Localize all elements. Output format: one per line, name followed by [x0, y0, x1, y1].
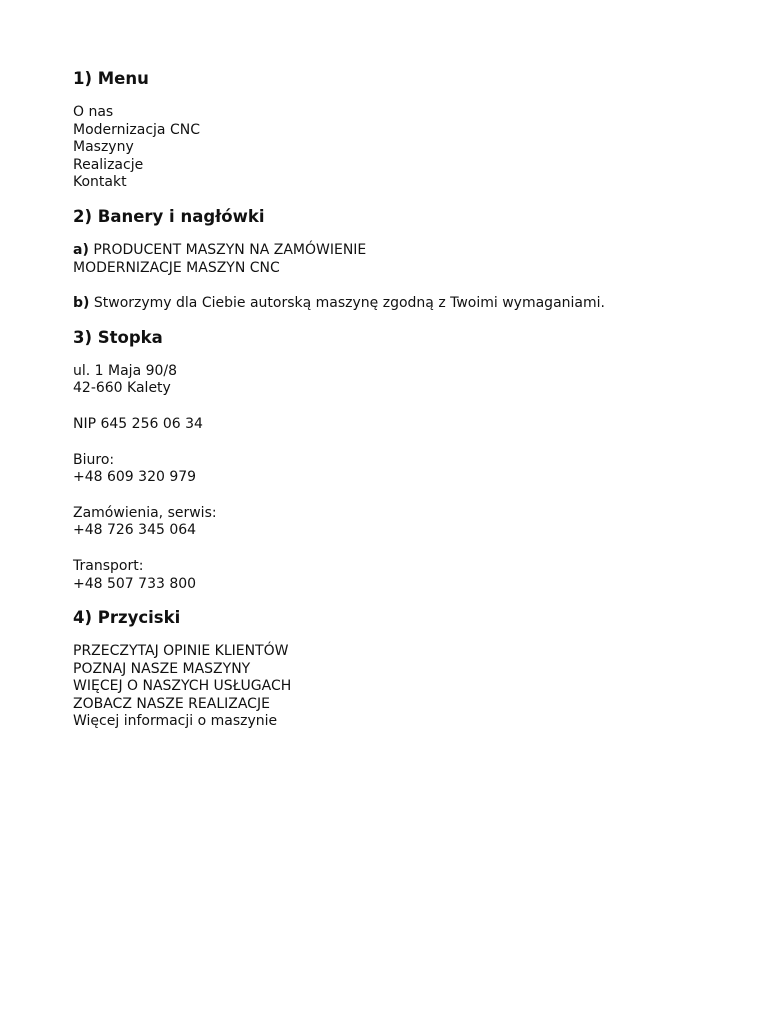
button-text-see-projects: ZOBACZ NASZE REALIZACJE: [73, 695, 270, 712]
footer-orders-label: Zamówienia, serwis:: [73, 504, 217, 521]
section-footer: [73, 327, 713, 593]
section-heading-buttons: 4) Przyciski: [73, 608, 181, 628]
banner-a-line1: [73, 242, 713, 260]
footer-office-label: Biuro:: [73, 451, 115, 468]
banner-b-text: Stworzymy dla Ciebie autorską maszynę zgodną z Twoimi wymaganiami.: [93, 295, 605, 312]
banner-a-text1: PRODUCENT MASZYN NA ZAMÓWIENIE: [93, 241, 367, 258]
section-banners: [73, 206, 713, 313]
footer-transport-phone: +48 507 733 800: [73, 575, 197, 592]
button-text-machine-info: Więcej informacji o maszynie: [73, 713, 278, 730]
footer-office-phone: +48 609 320 979: [73, 469, 197, 486]
banner-a-label: a): [73, 241, 89, 258]
footer-transport-label: Transport:: [73, 557, 144, 574]
banner-b-label: b): [73, 295, 90, 312]
section-menu: [73, 68, 713, 192]
menu-item-realizacje: Realizacje: [73, 156, 144, 173]
section-heading-menu: 1) Menu: [73, 69, 149, 88]
footer-address-line2: 42-660 Kalety: [73, 380, 171, 397]
section-heading-banners: 2) Banery i nagłówki: [73, 206, 265, 226]
menu-item-o-nas: O nas: [73, 104, 114, 120]
button-text-read-reviews: PRZECZYTAJ OPINIE KLIENTÓW: [73, 643, 289, 660]
section-heading-footer: 3) Stopka: [73, 327, 163, 347]
menu-item-maszyny: Maszyny: [73, 139, 134, 156]
menu-item-modernizacja-cnc: Modernizacja CNC: [73, 121, 200, 138]
footer-address-line1: ul. 1 Maja 90/8: [73, 362, 178, 379]
button-text-see-machines: POZNAJ NASZE MASZYNY: [73, 660, 251, 677]
menu-item-kontakt: Kontakt: [73, 174, 127, 191]
banner-a-line2: MODERNIZACJE MASZYN CNC: [73, 259, 280, 276]
section-buttons: [73, 607, 713, 731]
banner-b-line: [73, 295, 713, 313]
footer-orders-phone: +48 726 345 064: [73, 522, 197, 539]
document-page: [73, 68, 713, 731]
button-text-more-services: WIĘCEJ O NASZYCH USŁUGACH: [73, 678, 292, 695]
footer-nip: NIP 645 256 06 34: [73, 415, 203, 432]
